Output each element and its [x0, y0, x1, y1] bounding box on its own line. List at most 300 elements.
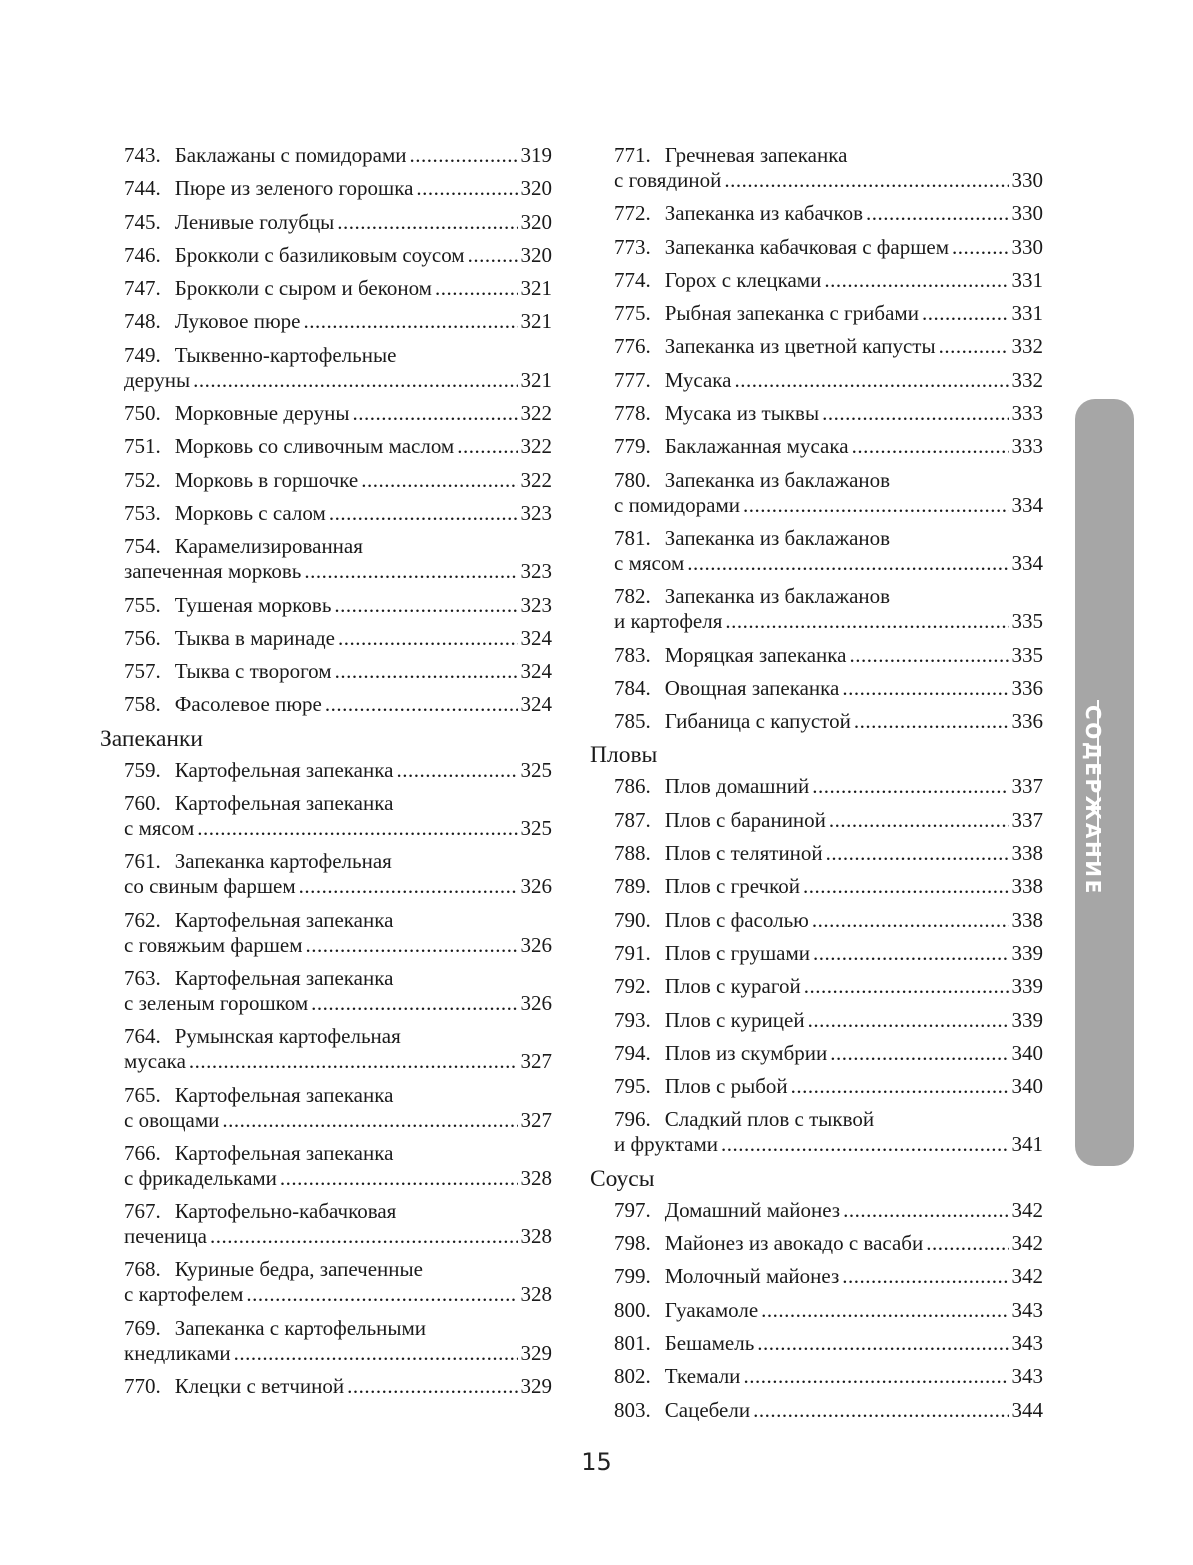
entry-number: 757. [124, 659, 161, 684]
dot-leader [335, 657, 518, 685]
entry-title: Плов с фасолью [664, 907, 809, 932]
entry-title: Мусака [664, 367, 732, 392]
dot-leader [197, 814, 517, 842]
entry-title: Картофельная запеканка [174, 1082, 394, 1107]
toc-entry-line [100, 1314, 552, 1342]
toc-entry-line [124, 690, 552, 718]
dot-leader [311, 989, 517, 1017]
entry-title: Запеканка из баклажанов [664, 525, 891, 550]
toc-entry-line [614, 299, 1043, 327]
toc-entry-line [100, 1081, 552, 1109]
toc-entry [100, 657, 552, 685]
toc-entry-line [100, 1339, 552, 1367]
entry-page: 335 [1011, 609, 1043, 634]
entry-number: 759. [124, 757, 161, 782]
toc-entry [590, 641, 1043, 669]
toc-entry-line [614, 972, 1043, 1000]
toc-entry [100, 307, 552, 335]
toc-entry [590, 233, 1043, 261]
toc-entry-line [100, 1197, 552, 1225]
entry-page: 337 [1011, 774, 1043, 799]
toc-entry [590, 266, 1043, 294]
toc-entry [590, 1396, 1043, 1424]
entry-title: Рыбная запеканка с грибами [664, 301, 919, 326]
dot-leader [338, 624, 518, 652]
entry-number: 753. [124, 500, 161, 525]
entry-page: 336 [1011, 675, 1043, 700]
toc-entry-line [100, 366, 552, 394]
toc-entry-line [124, 432, 552, 460]
side-tab-label: СОДЕРЖАНИЕ [1081, 705, 1105, 896]
dot-leader [435, 274, 518, 302]
toc-entry [100, 789, 552, 842]
entry-number: 773. [614, 234, 651, 259]
entry-number: 768. [124, 1257, 161, 1282]
toc-entry [100, 1197, 552, 1250]
toc-entry-line [614, 1262, 1043, 1290]
toc-entry [100, 499, 552, 527]
dot-leader [743, 1362, 1008, 1390]
entry-page: 332 [1011, 367, 1043, 392]
entry-number: 798. [614, 1231, 651, 1256]
entry-page: 326 [520, 932, 552, 957]
entry-number: 785. [614, 709, 651, 734]
entry-page: 339 [1011, 974, 1043, 999]
dot-leader [803, 872, 1009, 900]
dot-leader [193, 366, 517, 394]
toc-entry-line [124, 591, 552, 619]
entry-page: 342 [1011, 1197, 1043, 1222]
entry-title: Горох с клецками [664, 267, 822, 292]
entry-number: 793. [614, 1007, 651, 1032]
entry-title-continuation: с фрикадельками [124, 1165, 277, 1190]
toc-entry [100, 1022, 552, 1075]
entry-title: Плов с бараниной [664, 807, 826, 832]
dot-leader [299, 872, 518, 900]
entry-title: Брокколи с сыром и беконом [174, 276, 432, 301]
toc-entry-line [590, 141, 1043, 169]
entry-title-continuation: с мясом [614, 550, 685, 575]
entry-title: Картофельная запеканка [174, 907, 394, 932]
toc-entry-line [614, 199, 1043, 227]
dot-leader [812, 772, 1008, 800]
entry-number: 770. [124, 1374, 161, 1399]
toc-entry-line [124, 399, 552, 427]
toc-entry-line [100, 1255, 552, 1283]
dot-leader [761, 1296, 1008, 1324]
entry-page: 334 [1011, 550, 1043, 575]
entry-title: Плов с грушами [664, 940, 810, 965]
dot-leader [222, 1106, 517, 1134]
toc-entry-line [124, 1372, 552, 1400]
toc-entry-line [614, 233, 1043, 261]
toc-entry-line [590, 166, 1043, 194]
entry-number: 758. [124, 692, 161, 717]
entry-number: 746. [124, 242, 161, 267]
entry-page: 319 [520, 143, 552, 167]
toc-left-column [100, 141, 552, 1405]
dot-leader [812, 906, 1009, 934]
entry-page: 321 [520, 276, 552, 301]
dot-leader [824, 266, 1008, 294]
toc-entry-line [100, 1139, 552, 1167]
entry-title: Куриные бедра, запеченные [174, 1257, 423, 1282]
entry-title: Плов с курагой [664, 974, 801, 999]
toc-entry-line [614, 806, 1043, 834]
entry-number: 769. [124, 1315, 161, 1340]
entry-page: 330 [1011, 168, 1043, 192]
entry-number: 745. [124, 209, 161, 234]
dot-leader [189, 1047, 518, 1075]
entry-page: 343 [1011, 1297, 1043, 1322]
toc-entry [590, 906, 1043, 934]
entry-number: 781. [614, 525, 651, 550]
entry-page: 342 [1011, 1231, 1043, 1256]
toc-entry [100, 964, 552, 1017]
entry-title-continuation: со свиным фаршем [124, 874, 296, 899]
dot-leader [808, 1006, 1009, 1034]
toc-entry [100, 241, 552, 269]
toc-entry [590, 674, 1043, 702]
toc-entry-line [614, 839, 1043, 867]
entry-title: Картофельно-кабачковая [174, 1199, 397, 1224]
toc-entry [590, 432, 1043, 460]
toc-entry-line [590, 491, 1043, 519]
toc-entry-line [100, 789, 552, 817]
toc-entry-line [614, 432, 1043, 460]
toc-entry [590, 399, 1043, 427]
entry-page: 322 [520, 401, 552, 426]
dot-leader [306, 931, 518, 959]
toc-entry-line [590, 582, 1043, 610]
entry-title: Тыквенно-картофельные [174, 342, 397, 367]
entry-page: 332 [1011, 334, 1043, 359]
entry-title: Брокколи с базиликовым соусом [174, 242, 465, 267]
toc-entry-line [100, 964, 552, 992]
entry-title: Картофельная запеканка [174, 1140, 394, 1165]
entry-number: 800. [614, 1297, 651, 1322]
toc-entry-line [100, 1106, 552, 1134]
entry-title: Морковные деруны [174, 401, 350, 426]
toc-entry [100, 1255, 552, 1308]
entry-page: 338 [1011, 907, 1043, 932]
toc-right-column [590, 141, 1043, 1429]
toc-entry [590, 939, 1043, 967]
dot-leader [735, 366, 1009, 394]
toc-entry-line [100, 1022, 552, 1050]
entry-page: 322 [520, 434, 552, 459]
toc-entry [590, 772, 1043, 800]
toc-entry-line [124, 208, 552, 236]
toc-entry [100, 690, 552, 718]
dot-leader [334, 591, 517, 619]
toc-entry-line [124, 466, 552, 494]
entry-number: 760. [124, 791, 161, 816]
toc-entry-line [100, 847, 552, 875]
entry-title: Запеканка из цветной капусты [664, 334, 936, 359]
dot-leader [830, 1039, 1008, 1067]
entry-page: 344 [1011, 1397, 1043, 1422]
entry-number: 751. [124, 434, 161, 459]
entry-number: 801. [614, 1330, 651, 1355]
entry-page: 328 [520, 1165, 552, 1190]
entry-title: Баклажаны с помидорами [174, 143, 407, 167]
page-number: 15 [581, 1448, 612, 1476]
entry-title: Ленивые голубцы [174, 209, 335, 234]
toc-entry-line [614, 1229, 1043, 1257]
entry-title-continuation: с овощами [124, 1107, 220, 1132]
entry-page: 327 [520, 1049, 552, 1074]
entry-title: Моряцкая запеканка [664, 642, 847, 667]
toc-entry [100, 532, 552, 585]
entry-number: 764. [124, 1024, 161, 1049]
entry-number: 802. [614, 1364, 651, 1389]
toc-entry-line [590, 549, 1043, 577]
toc-entry [100, 432, 552, 460]
entry-page: 327 [520, 1107, 552, 1132]
entry-title-continuation: с зеленым горошком [124, 990, 309, 1015]
toc-entry [590, 1296, 1043, 1324]
toc-entry [100, 1314, 552, 1367]
dot-leader [396, 756, 517, 784]
entry-title: Фасолевое пюре [174, 692, 322, 717]
entry-page: 334 [1011, 492, 1043, 517]
entry-title: Майонез из авокадо с васаби [664, 1231, 924, 1256]
entry-title: Тушеная морковь [174, 592, 332, 617]
entry-number: 747. [124, 276, 161, 301]
entry-number: 794. [614, 1040, 651, 1065]
entry-number: 786. [614, 774, 651, 799]
toc-entry [590, 1229, 1043, 1257]
toc-entry [590, 366, 1043, 394]
toc-entry-line [614, 707, 1043, 735]
entry-number: 783. [614, 642, 651, 667]
dot-leader [457, 432, 517, 460]
entry-number: 743. [124, 143, 161, 167]
entry-title: Пюре из зеленого горошка [174, 176, 414, 201]
dot-leader [347, 1372, 517, 1400]
entry-page: 333 [1011, 434, 1043, 459]
dot-leader [822, 399, 1008, 427]
entry-title: Румынская картофельная [174, 1024, 401, 1049]
entry-title: Домашний майонез [664, 1197, 841, 1222]
entry-page: 329 [520, 1374, 552, 1399]
entry-title-continuation: печеница [124, 1224, 207, 1249]
dot-leader [854, 707, 1009, 735]
toc-entry [590, 1362, 1043, 1390]
entry-number: 748. [124, 309, 161, 334]
entry-title: Бешамель [664, 1330, 755, 1355]
toc-entry-line [100, 814, 552, 842]
entry-page: 322 [520, 467, 552, 492]
entry-number: 763. [124, 965, 161, 990]
toc-entry-line [124, 307, 552, 335]
dot-leader [246, 1280, 517, 1308]
dot-leader [337, 208, 517, 236]
toc-entry [590, 141, 1043, 194]
entry-title: Плов с гречкой [664, 874, 800, 899]
entry-number: 791. [614, 940, 651, 965]
dot-leader [687, 549, 1008, 577]
dot-leader [813, 939, 1009, 967]
entry-title: Карамелизированная [174, 534, 363, 559]
toc-entry-line [614, 1396, 1043, 1424]
entry-number: 775. [614, 301, 651, 326]
dot-leader [304, 557, 517, 585]
toc-entry-line [100, 341, 552, 369]
entry-page: 328 [520, 1282, 552, 1307]
dot-leader [234, 1339, 518, 1367]
toc-entry-line [590, 1105, 1043, 1133]
dot-leader [866, 199, 1008, 227]
toc-entry [590, 806, 1043, 834]
dot-leader [210, 1222, 518, 1250]
toc-entry [100, 274, 552, 302]
entry-title: Плов с рыбой [664, 1074, 788, 1099]
toc-entry [100, 1081, 552, 1134]
entry-number: 765. [124, 1082, 161, 1107]
entry-page: 320 [520, 242, 552, 267]
toc-entry [590, 1072, 1043, 1100]
entry-number: 756. [124, 625, 161, 650]
section-heading: Пловы [590, 742, 658, 769]
entry-title: Картофельная запеканка [174, 757, 394, 782]
entry-page: 326 [520, 874, 552, 899]
dot-leader [926, 1229, 1008, 1257]
entry-number: 788. [614, 841, 651, 866]
dot-leader [352, 399, 517, 427]
entry-page: 343 [1011, 1364, 1043, 1389]
entry-page: 320 [520, 209, 552, 234]
toc-entry-line [614, 366, 1043, 394]
entry-title: Ткемали [664, 1364, 741, 1389]
dot-leader [410, 141, 518, 169]
entry-page: 333 [1011, 401, 1043, 426]
dot-leader [849, 641, 1008, 669]
toc-entry [590, 839, 1043, 867]
toc-entry [100, 906, 552, 959]
dot-leader [743, 491, 1009, 519]
entry-page: 336 [1011, 709, 1043, 734]
entry-title: Баклажанная мусака [664, 434, 849, 459]
entry-title: Плов из скумбрии [664, 1040, 828, 1065]
toc-entry [590, 524, 1043, 577]
toc-entry [590, 872, 1043, 900]
entry-page: 321 [520, 309, 552, 334]
entry-title: Тыква с творогом [174, 659, 332, 684]
toc-entry-line [590, 607, 1043, 635]
dot-leader [842, 1262, 1008, 1290]
entry-title-continuation: с мясом [124, 816, 195, 841]
entry-title-continuation: и фруктами [614, 1132, 719, 1157]
toc-entry-line [124, 624, 552, 652]
entry-number: 766. [124, 1140, 161, 1165]
entry-title: Запеканка из кабачков [664, 201, 864, 226]
toc-entry [590, 972, 1043, 1000]
entry-page: 324 [520, 625, 552, 650]
entry-title: Гибаница с капустой [664, 709, 851, 734]
entry-number: 744. [124, 176, 161, 201]
entry-number: 789. [614, 874, 651, 899]
dot-leader [804, 972, 1009, 1000]
toc-entry [590, 707, 1043, 735]
toc-entry-line [614, 332, 1043, 360]
entry-number: 799. [614, 1264, 651, 1289]
toc-entry-line [614, 1196, 1043, 1224]
entry-page: 331 [1011, 301, 1043, 326]
entry-title: Гречневая запеканка [664, 143, 848, 167]
toc-entry-line [614, 939, 1043, 967]
toc-entry-line [100, 557, 552, 585]
toc-entry-line [100, 532, 552, 560]
dot-leader [468, 241, 518, 269]
entry-title: Сладкий плов с тыквой [664, 1107, 875, 1132]
toc-entry-line [100, 1280, 552, 1308]
entry-page: 337 [1011, 807, 1043, 832]
entry-title: Запеканка из баклажанов [664, 584, 891, 609]
entry-title: Морковь с салом [174, 500, 326, 525]
toc-entry [590, 199, 1043, 227]
dot-leader [721, 1130, 1008, 1158]
toc-entry [100, 591, 552, 619]
toc-entry [100, 1372, 552, 1400]
toc-entry [100, 1139, 552, 1192]
toc-entry-line [614, 1362, 1043, 1390]
entry-title: Плов с курицей [664, 1007, 805, 1032]
entry-page: 325 [520, 757, 552, 782]
toc-entry [100, 466, 552, 494]
entry-page: 324 [520, 659, 552, 684]
entry-number: 754. [124, 534, 161, 559]
toc-entry [590, 1105, 1043, 1158]
entry-title: Овощная запеканка [664, 675, 840, 700]
toc-entry-line [100, 872, 552, 900]
entry-page: 321 [520, 367, 552, 392]
entry-number: 771. [614, 143, 651, 167]
dot-leader [791, 1072, 1009, 1100]
entry-title-continuation: с говяжьим фаршем [124, 932, 303, 957]
entry-page: 341 [1011, 1132, 1043, 1157]
entry-page: 338 [1011, 841, 1043, 866]
entry-page: 323 [520, 500, 552, 525]
toc-entry [590, 299, 1043, 327]
entry-number: 777. [614, 367, 651, 392]
entry-number: 767. [124, 1199, 161, 1224]
entry-title: Запеканка из баклажанов [664, 467, 891, 492]
dot-leader [303, 307, 517, 335]
toc-entry [590, 1039, 1043, 1067]
entry-title-continuation: кнедликами [124, 1340, 231, 1365]
toc-entry-line [100, 1164, 552, 1192]
entry-title-continuation: с помидорами [614, 492, 740, 517]
dot-leader [725, 607, 1008, 635]
entry-title: Запеканка кабачковая с фаршем [664, 234, 949, 259]
entry-title: Плов домашний [664, 774, 810, 799]
entry-page: 326 [520, 990, 552, 1015]
entry-number: 787. [614, 807, 651, 832]
entry-number: 780. [614, 467, 651, 492]
toc-entry-line [590, 524, 1043, 552]
entry-number: 792. [614, 974, 651, 999]
entry-title: Гуакамоле [664, 1297, 759, 1322]
toc-entry [590, 466, 1043, 519]
dot-leader [826, 839, 1009, 867]
entry-number: 762. [124, 907, 161, 932]
toc-entry [590, 332, 1043, 360]
toc-entry-line [124, 141, 552, 169]
dot-leader [852, 432, 1009, 460]
entry-page: 328 [520, 1224, 552, 1249]
